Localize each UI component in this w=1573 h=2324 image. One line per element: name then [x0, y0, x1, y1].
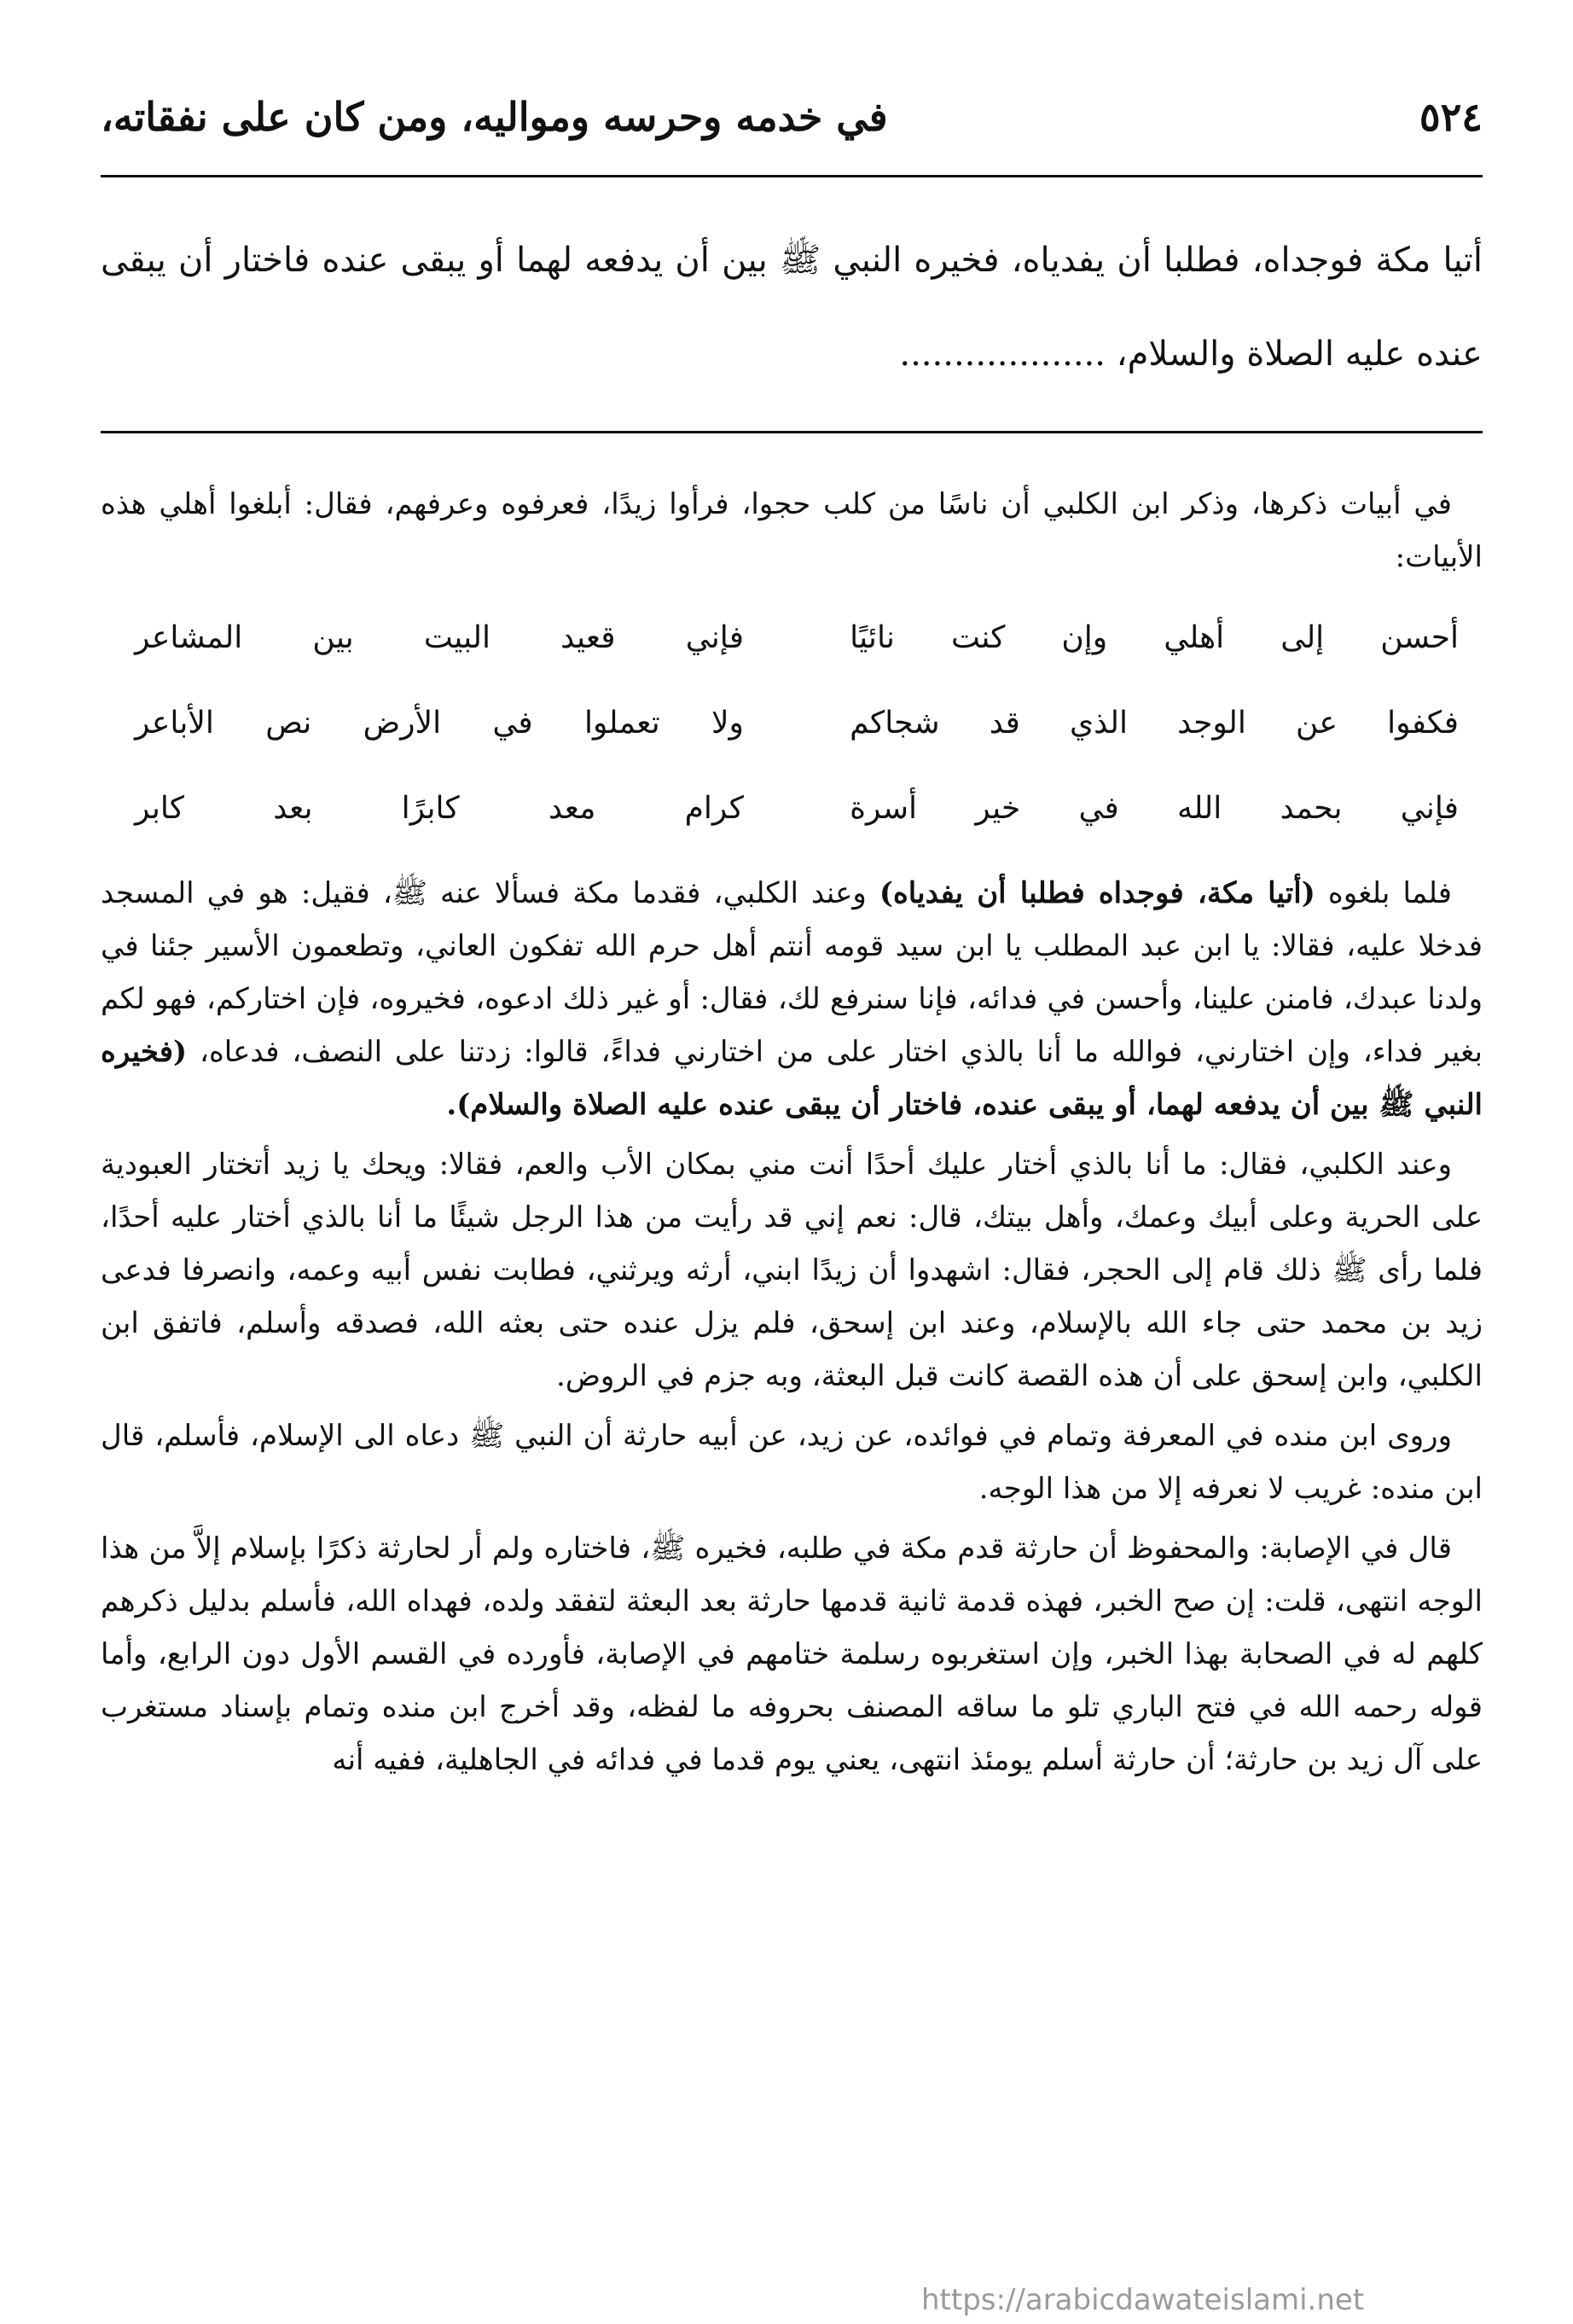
running-head: [101, 78, 1483, 155]
verse-line: [101, 596, 1483, 681]
verse-hemistich-first: فإني بحمد الله في خير أسرة: [850, 791, 1459, 826]
matn-sharh-divider: [101, 431, 1483, 433]
verse-hemistich-second: كرام معد كابرًا بعد كابر: [135, 791, 744, 826]
sharh-paragraph-intro: في أبيات ذكرها، وذكر ابن الكلبي أن ناسًا من كلب حجوا، فرأوا زيدًا، فعرفوه وعرفهم، فقال: أبلغوا أهلي هذه الأبيات:: [101, 487, 1483, 574]
sharh-paragraph-5: قال في الإصابة: والمحفوظ أن حارثة قدم مكة في طلبه، فخيره ﷺ، فاختاره ولم أر لحارثة ذكرًا بإسلام إلاَّ من هذا الوجه انتهى، قلت: إن صح الخبر، فهذه قدمة ثانية قدمها حارثة بعد البعثة لتفقد ولده، فهداه الله، فأسلم بدليل ذكرهم كلهم له في الصحابة بهذا الخبر، وإن استغربوه رسلمة ختامهم في الإصابة، فأورده في القسم الأول دون الرابع، وأما قوله رحمه الله في فتح الباري تلو ما ساقه المصنف بحروفه ما لفظه، وقد أخرج ابن منده وتمام بإسناد مستغرب على آل زيد بن حارثة؛ أن حارثة أسلم يومئذ انتهى، يعني يوم قدما في فدائه في الجاهلية، ففيه أنه: [101, 1531, 1483, 1777]
sharh-paragraph-4: وروى ابن منده في المعرفة وتمام في فوائده، عن زيد، عن أبيه حارثة أن النبي ﷺ دعاه الى الإسلام، فأسلم، قال ابن منده: غريب لا نعرفه إلا من هذا الوجه.: [101, 1419, 1483, 1506]
header-rule: [101, 175, 1483, 177]
verse-hemistich-first: أحسن إلى أهلي وإن كنت نائيًا: [850, 620, 1459, 655]
verse-hemistich-second: فإني قعيد البيت بين المشاعر: [135, 620, 744, 655]
sharh-text: وعند الكلبي، فقدما مكة فسألا عنه ﷺ، فقيل: هو في المسجد فدخلا عليه، فقالا: يا ابن عبد المطلب يا ابن سيد قومه أنتم أهل حرم الله تفكون العاني، وتطعمون الأسير جئنا في ولدنا عبدك، فامنن علينا، وأحسن في فدائه، فإنا سنرفع لك، فقال: أو غير ذلك ادعوه، فخيروه، فإن اختاركم، فهو لكم بغير فداء، وإن اختارني، فوالله ما أنا بالذي اختار على من اختارني فداءً، قالوا: زدتنا على النصف، فدعاه،: [101, 876, 1483, 1069]
verse-line: [101, 681, 1483, 766]
matn-text: أتيا مكة فوجداه، فطلبا أن يفدياه، فخيره النبي ﷺ بين أن يدفعه لهما أو يبقى عنده فاختار أن يبقى عنده عليه الصلاة والسلام، ...................: [101, 241, 1483, 374]
sharh-paragraph-3: وعند الكلبي، فقال: ما أنا بالذي أختار عليك أحدًا أنت مني بمكان الأب والعم، فقالا: ويحك يا زيد أتختار العبودية على الحرية وعلى أبيك وعمك، وأهل بيتك، قال: نعم إني قد رأيت من هذا الرجل شيئًا ما أنا بالذي أختار عليه أحدًا، فلما رأى ﷺ ذلك قام إلى الحجر، فقال: اشهدوا أن زيدًا ابني، أرثه ويرثني، فطابت نفس أبيه وعمه، وانصرفا فدعى زيد بن محمد حتى جاء الله بالإسلام، وعند ابن إسحق، فلم يزل عنده حتى بعثه الله، فصدقه وأسلم، فاتفق ابن الكلبي، وابن إسحق على أن هذه القصة كانت قبل البعثة، وبه جزم في الروض.: [101, 1147, 1483, 1393]
sharh-text: فلما بلغوه: [1327, 876, 1452, 910]
verse-hemistich-second: ولا تعملوا في الأرض نص الأباعر: [135, 706, 744, 741]
verse-hemistich-first: فكفوا عن الوجد الذي قد شجاكم: [850, 706, 1459, 741]
page-number: ٥٢٤: [1419, 94, 1483, 140]
poem-verses: [101, 596, 1483, 851]
watermark-url: https://arabicdawateislami.net: [921, 2283, 1365, 2317]
verse-line: [101, 766, 1483, 851]
sharh-paragraph-2: [101, 867, 1483, 1131]
sharh-commentary: [101, 478, 1483, 1793]
matn-quote: (فخيره النبي ﷺ بين أن يدفعه لهما، أو يبقى عنده، فاختار أن يبقى عنده عليه الصلاة والسلام).: [101, 1035, 1483, 1122]
chapter-title: في خدمه وحرسه ومواليه، ومن كان على نفقاته،: [101, 94, 888, 140]
matn-quote: (أتيا مكة، فوجداه فطلبا أن يفدياه): [879, 876, 1315, 910]
